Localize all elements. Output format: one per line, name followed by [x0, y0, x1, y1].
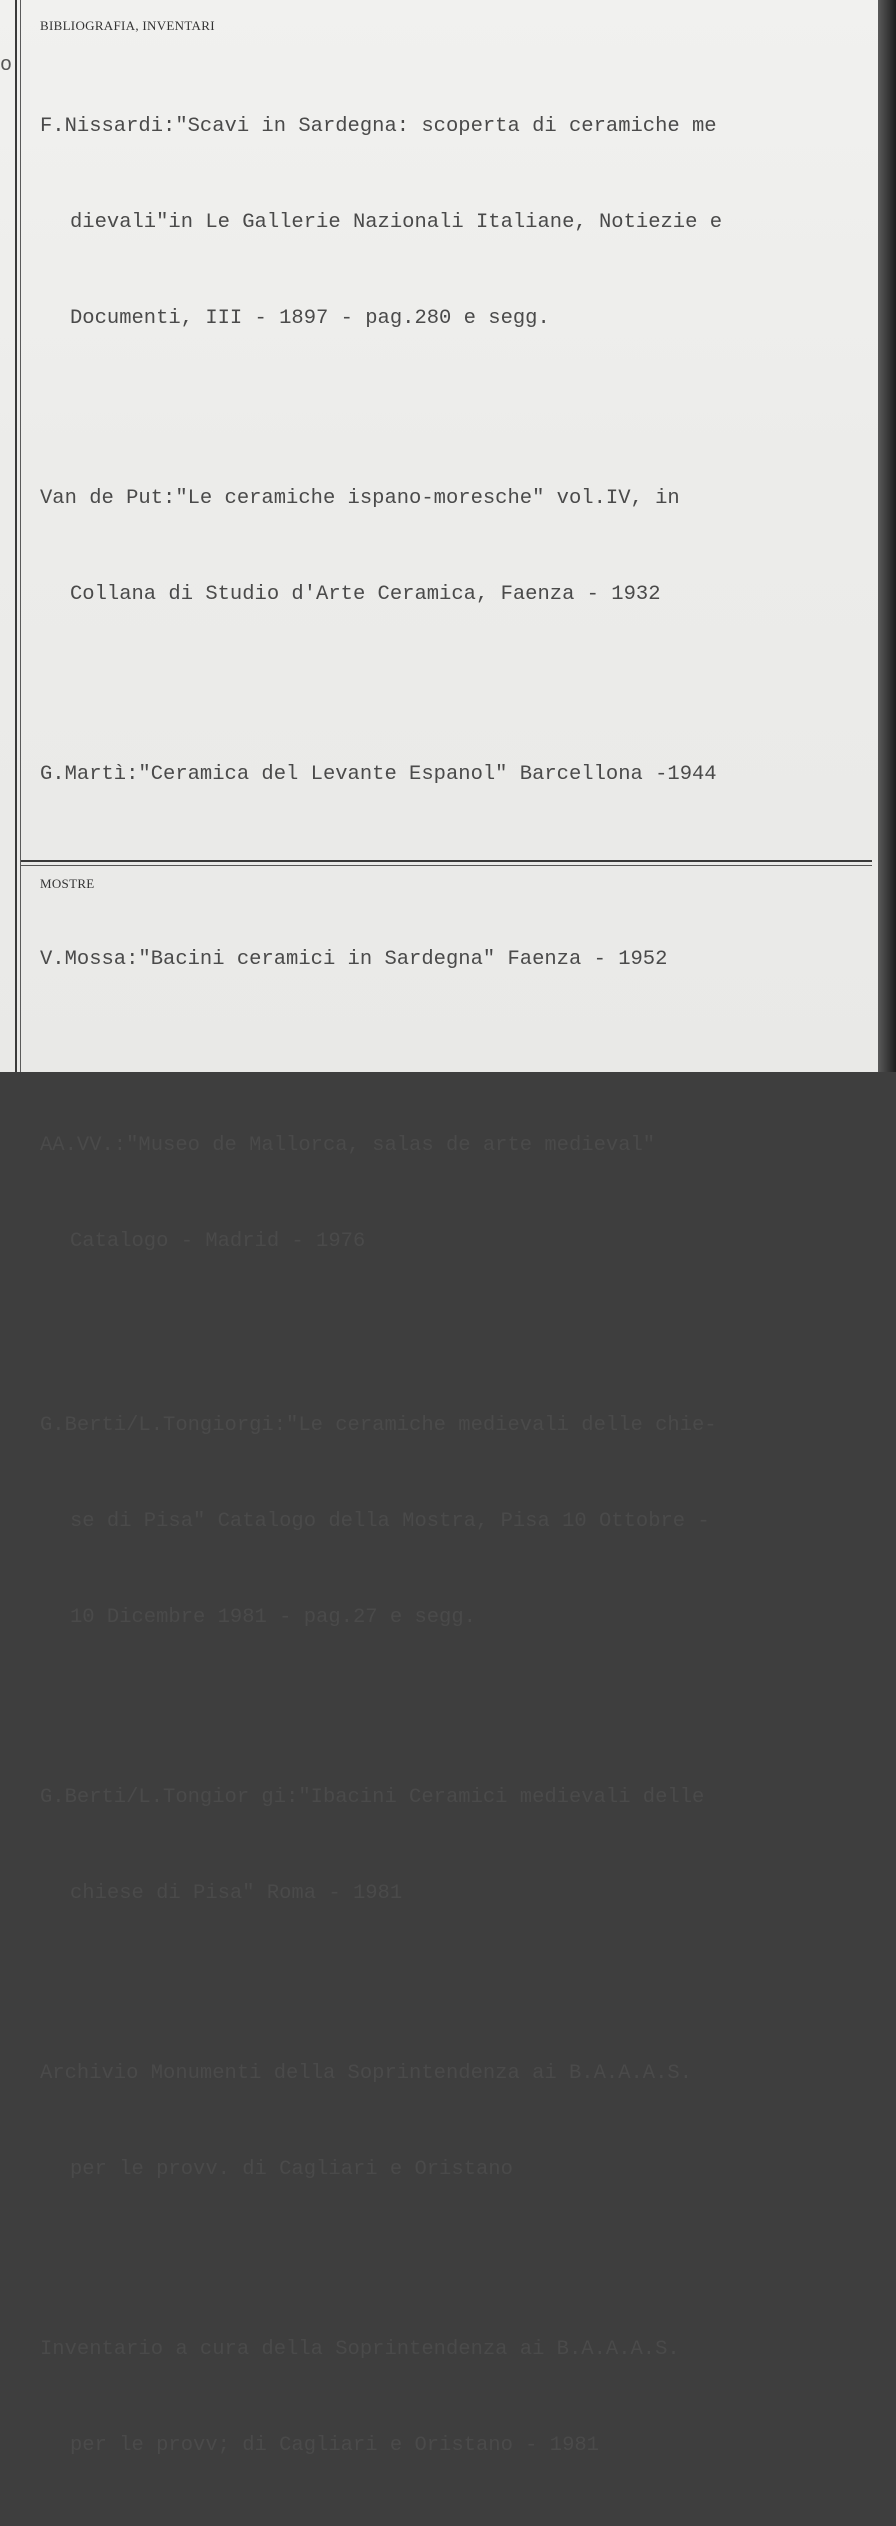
- section-divider-inner: [21, 865, 872, 866]
- bibliography-list: [40, 47, 874, 2526]
- entry-line: Archivio Monumenti della Soprintendenza ai B.A.A.A.S.: [40, 2062, 693, 2085]
- edge-mark: o: [0, 54, 13, 77]
- entry-line: G.Martì:"Ceramica del Levante Espanol" Barcellona -1944: [40, 763, 717, 786]
- entry-line: Inventario a cura della Soprintendenza ai B.A.A.A.S.: [40, 2338, 680, 2361]
- scan-edge-shadow: [878, 0, 896, 1072]
- entry-line: AA.VV.:"Museo de Mallorca, salas de arte medieval": [40, 1134, 656, 1157]
- bibliography-entry: [40, 1066, 874, 1322]
- entry-line: G.Berti/L.Tongiorgi:"Le ceramiche medievali delle chie-: [40, 1414, 717, 1437]
- entry-line: Collana di Studio d'Arte Ceramica, Faenza - 1932: [70, 583, 661, 606]
- bibliography-entry: [40, 1346, 874, 1698]
- entry-line: se di Pisa" Catalogo della Mostra, Pisa 10 Ottobre -: [70, 1510, 710, 1533]
- bibliography-entry: [40, 2270, 874, 2526]
- bibliography-entry: [40, 47, 874, 399]
- section-title-mostre: MOSTRE: [40, 876, 95, 891]
- entry-line: per le provv. di Cagliari e Oristano: [70, 2158, 513, 2181]
- entry-line: per le provv; di Cagliari e Oristano - 1981: [70, 2434, 599, 2457]
- section-title-bibliografia: BIBLIOGRAFIA, INVENTARI: [40, 18, 215, 33]
- entry-line: G.Berti/L.Tongior gi:"Ibacini Ceramici medievali delle: [40, 1786, 705, 1809]
- bibliography-entry: [40, 1718, 874, 1974]
- section-divider: [21, 860, 872, 862]
- entry-line: F.Nissardi:"Scavi in Sardegna: scoperta di ceramiche me: [40, 115, 717, 138]
- bibliography-entry: [40, 880, 874, 1040]
- entry-line: chiese di Pisa" Roma - 1981: [70, 1882, 403, 1905]
- entry-line: dievali"in Le Gallerie Nazionali Italiane, Notiezie e: [70, 211, 723, 234]
- entry-line: 10 Dicembre 1981 - pag.27 e segg.: [70, 1606, 476, 1629]
- left-margin-rule: [15, 0, 17, 1072]
- bibliography-entry: [40, 419, 874, 675]
- bibliography-entry: [40, 695, 874, 855]
- entry-line: V.Mossa:"Bacini ceramici in Sardegna" Faenza - 1952: [40, 948, 668, 971]
- entry-line: Documenti, III - 1897 - pag.280 e segg.: [70, 307, 550, 330]
- left-margin-rule-inner: [20, 0, 21, 1072]
- bibliography-entry: [40, 1994, 874, 2250]
- entry-line: Catalogo - Madrid - 1976: [70, 1230, 366, 1253]
- entry-line: Van de Put:"Le ceramiche ispano-moresche" vol.IV, in: [40, 487, 680, 510]
